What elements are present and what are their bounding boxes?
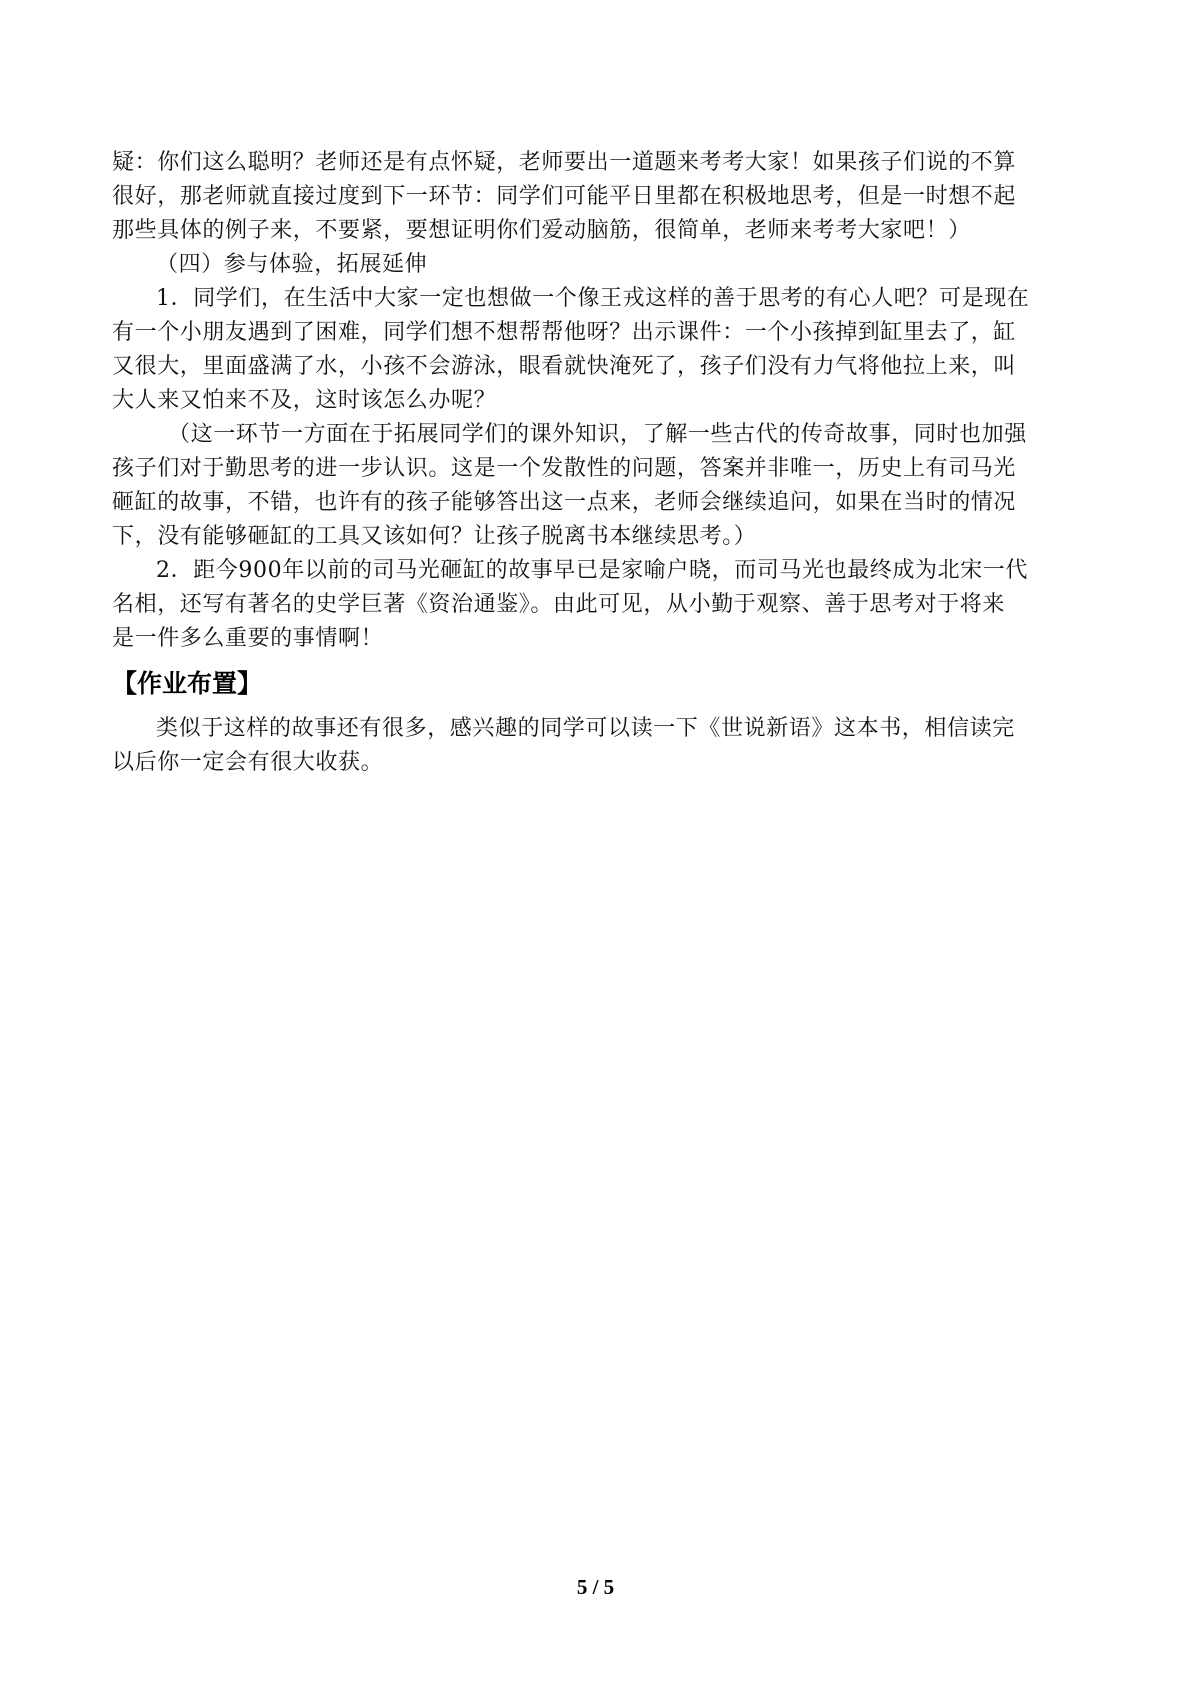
page-number: 5 / 5 [576, 1575, 615, 1599]
paragraph-line: 是一件多么重要的事情啊！ [112, 626, 384, 651]
paragraph-line: 砸缸的故事，不错，也许有的孩子能够答出这一点来，老师会继续追问，如果在当时的情况 [112, 490, 1017, 515]
paragraph-line: 以后你一定会有很大收获。 [112, 750, 384, 775]
paragraph-line: 很好，那老师就直接过度到下一环节：同学们可能平日里都在积极地思考，但是一时想不起 [112, 184, 1017, 209]
paragraph-line: 有一个小朋友遇到了困难，同学们想不想帮帮他呀？出示课件：一个小孩掉到缸里去了，缸 [112, 320, 1017, 345]
continuation-paragraph [112, 146, 1087, 248]
paragraph-line: 疑：你们这么聪明？老师还是有点怀疑，老师要出一道题来考考大家！如果孩子们说的不算 [112, 150, 1017, 175]
item-1-paragraph [112, 282, 1087, 418]
paragraph-line: 2．距今900年以前的司马光砸缸的故事早已是家喻户晓，而司马光也最终成为北宋一代 [156, 558, 1028, 583]
section-four-title-block [112, 248, 1087, 282]
section-title: （四）参与体验，拓展延伸 [156, 252, 428, 277]
paragraph-line: 那些具体的例子来，不要紧，要想证明你们爱动脑筋，很简单，老师来考考大家吧！） [112, 218, 971, 243]
page-content [112, 146, 1087, 780]
paragraph-line: （这一环节一方面在于拓展同学们的课外知识，了解一些古代的传奇故事，同时也加强 [168, 422, 1027, 447]
paragraph-line: 类似于这样的故事还有很多，感兴趣的同学可以读一下《世说新语》这本书，相信读完 [156, 716, 1015, 741]
paragraph-line: 名相，还写有著名的史学巨著《资治通鉴》。由此可见，从小勤于观察、善于思考对于将来 [112, 592, 1006, 617]
homework-heading: 【作业布置】 [112, 669, 263, 698]
paragraph-line: 下，没有能够砸缸的工具又该如何？让孩子脱离书本继续思考。） [112, 524, 757, 549]
paragraph-line: 孩子们对于勤思考的进一步认识。这是一个发散性的问题，答案并非唯一，历史上有司马光 [112, 456, 1017, 481]
paragraph-line: 1．同学们，在生活中大家一定也想做一个像王戎这样的善于思考的有心人吧？可是现在 [156, 286, 1030, 311]
homework-paragraph [112, 712, 1087, 780]
paragraph-line: 又很大，里面盛满了水，小孩不会游泳，眼看就快淹死了，孩子们没有力气将他拉上来，叫 [112, 354, 1017, 379]
item-2-paragraph [112, 554, 1087, 656]
note-paragraph [112, 418, 1087, 554]
paragraph-line: 大人来又怕来不及，这时该怎么办呢？ [112, 388, 497, 413]
